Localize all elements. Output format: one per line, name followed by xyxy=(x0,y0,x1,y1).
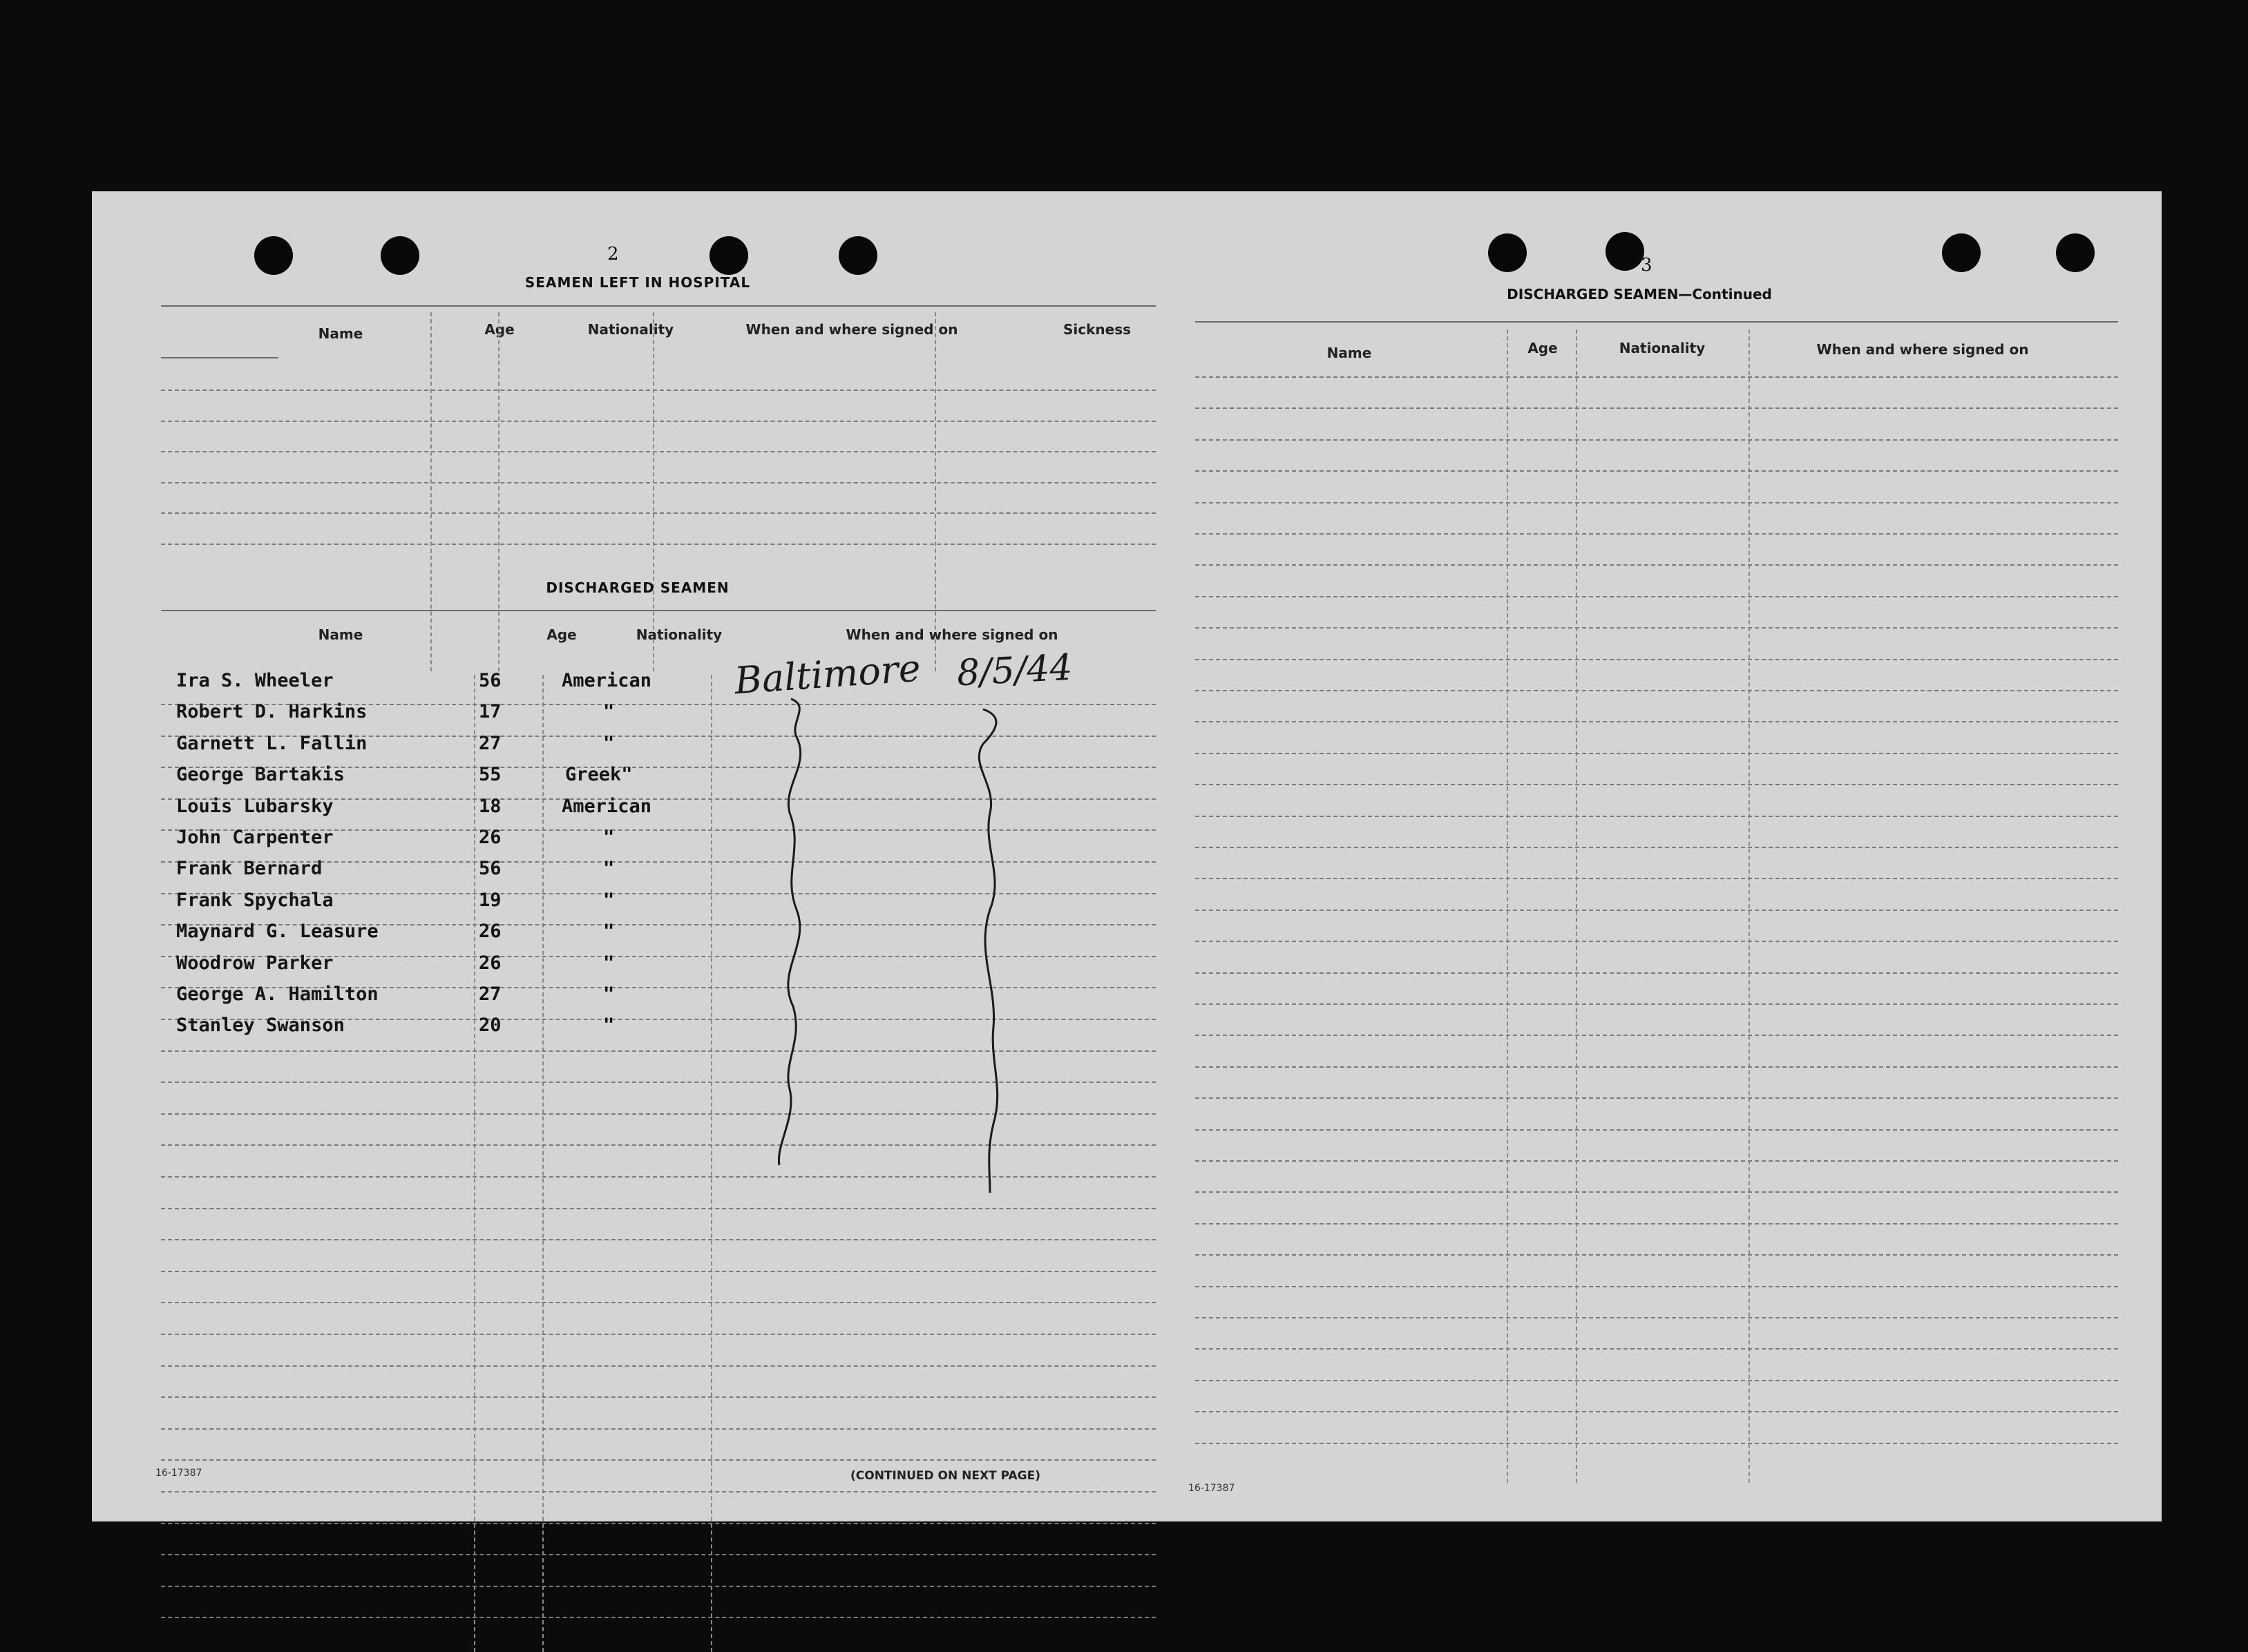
ruled-line xyxy=(1195,376,2118,378)
ruled-line xyxy=(1195,972,2118,974)
seaman-age: 26 xyxy=(479,952,502,974)
column-header-name: Name xyxy=(318,325,363,342)
ruled-line xyxy=(1195,659,2118,660)
ruled-line xyxy=(161,1523,1156,1524)
ruled-line xyxy=(1195,533,2118,535)
ruled-line xyxy=(1195,1035,2118,1036)
seaman-name: George Bartakis xyxy=(176,764,345,786)
ruled-line xyxy=(1195,1129,2118,1131)
ruled-line xyxy=(1195,1160,2118,1162)
ditto-squiggle-lines xyxy=(92,191,1197,1521)
ruled-line xyxy=(1195,1443,2118,1444)
punch-hole xyxy=(1942,233,1981,272)
seaman-age: 55 xyxy=(479,764,502,786)
seaman-name: Woodrow Parker xyxy=(176,952,334,974)
ruled-line xyxy=(1195,1254,2118,1256)
column-header-signed-on: When and where signed on xyxy=(1816,341,2029,358)
column-header-age: Age xyxy=(1527,340,1558,356)
punch-hole xyxy=(1488,233,1527,272)
discharged-section-title: DISCHARGED SEAMEN xyxy=(546,579,730,596)
ruled-line xyxy=(161,1554,1156,1555)
punch-hole xyxy=(2056,233,2095,272)
form-number: 16-17387 xyxy=(1188,1483,1235,1494)
seaman-name: Frank Bernard xyxy=(176,858,323,880)
document-sheet xyxy=(92,191,2162,1521)
seaman-nationality: " xyxy=(603,1015,615,1037)
seaman-name: Frank Spychala xyxy=(176,889,334,911)
ruled-line xyxy=(1195,1317,2118,1318)
seaman-nationality: " xyxy=(603,732,615,754)
column-header-name: Name xyxy=(1326,345,1372,361)
ruled-line xyxy=(1195,1223,2118,1224)
continued-note: (CONTINUED ON NEXT PAGE) xyxy=(850,1469,1040,1483)
ruled-line xyxy=(1195,847,2118,848)
seaman-nationality: " xyxy=(603,858,615,880)
ruled-line xyxy=(1195,564,2118,566)
ruled-line xyxy=(1195,596,2118,597)
handwritten-date: 8/5/44 xyxy=(955,646,1074,695)
seaman-name: Maynard G. Leasure xyxy=(176,921,379,943)
page-number: 3 xyxy=(1641,255,1652,276)
seaman-age: 27 xyxy=(479,983,502,1005)
ruled-line xyxy=(1195,816,2118,817)
continued-section-title: DISCHARGED SEAMEN—Continued xyxy=(1507,286,1772,302)
seaman-name: Louis Lubarsky xyxy=(176,795,334,817)
ruled-line xyxy=(1195,753,2118,754)
column-header-signed-on: When and where signed on xyxy=(846,626,1058,643)
ruled-line xyxy=(1195,502,2118,503)
column-header-age: Age xyxy=(484,321,515,338)
seaman-nationality: " xyxy=(603,827,615,848)
seaman-age: 17 xyxy=(479,701,502,723)
ruled-line xyxy=(1195,1066,2118,1068)
seaman-nationality: American xyxy=(562,670,652,691)
ruled-line xyxy=(1195,1003,2118,1005)
ruled-line xyxy=(1195,941,2118,942)
column-header-nationality: Nationality xyxy=(1619,340,1706,356)
ruled-line xyxy=(1195,1097,2118,1099)
column-header-signed-on: When and where signed on xyxy=(745,321,958,338)
ruled-line xyxy=(1195,1380,2118,1381)
ruled-line xyxy=(1195,627,2118,628)
seaman-name: George A. Hamilton xyxy=(176,983,379,1005)
seaman-nationality: American xyxy=(562,795,652,817)
seaman-name: Garnett L. Fallin xyxy=(176,732,368,754)
hospital-section-title: SEAMEN LEFT IN HOSPITAL xyxy=(524,274,751,291)
seaman-age: 19 xyxy=(479,889,502,911)
ruled-line xyxy=(1195,721,2118,722)
ruled-line xyxy=(161,1617,1156,1618)
ruled-line xyxy=(1195,1411,2118,1412)
ruled-line xyxy=(1195,910,2118,911)
seaman-nationality: " xyxy=(603,983,615,1005)
page-number: 2 xyxy=(607,244,619,265)
seaman-nationality: " xyxy=(603,701,615,723)
ruled-line xyxy=(1195,439,2118,441)
ruled-line xyxy=(1195,690,2118,691)
seaman-age: 26 xyxy=(479,921,502,943)
seaman-nationality: Greek" xyxy=(565,764,633,786)
ruled-line xyxy=(1195,784,2118,785)
seaman-name: Stanley Swanson xyxy=(176,1015,345,1037)
ruled-line xyxy=(1195,407,2118,409)
ruled-line xyxy=(1195,878,2118,879)
ruled-line xyxy=(1195,470,2118,472)
ruled-line xyxy=(1195,1191,2118,1193)
ruled-line xyxy=(1195,1286,2118,1287)
seaman-nationality: " xyxy=(603,921,615,943)
column-header-nationality: Nationality xyxy=(587,321,674,338)
ditto-squiggle xyxy=(979,709,997,1193)
seaman-age: 27 xyxy=(479,732,502,754)
seaman-name: Ira S. Wheeler xyxy=(176,670,334,691)
ruled-line xyxy=(161,1586,1156,1587)
seaman-age: 56 xyxy=(479,670,502,691)
handwritten-place: Baltimore xyxy=(733,646,922,703)
column-header-sickness: Sickness xyxy=(1063,321,1132,338)
column-header-name: Name xyxy=(318,626,363,643)
seaman-name: John Carpenter xyxy=(176,827,334,848)
punch-hole xyxy=(1606,232,1644,271)
ditto-squiggle xyxy=(779,699,800,1165)
form-number: 16-17387 xyxy=(155,1468,202,1479)
seaman-age: 56 xyxy=(479,858,502,880)
seaman-age: 20 xyxy=(479,1015,502,1037)
seaman-age: 26 xyxy=(479,827,502,848)
seaman-nationality: " xyxy=(603,952,615,974)
seaman-age: 18 xyxy=(479,795,502,817)
seaman-nationality: " xyxy=(603,889,615,911)
column-header-age: Age xyxy=(546,626,577,643)
ruled-line xyxy=(1195,1348,2118,1350)
column-header-nationality: Nationality xyxy=(636,626,723,643)
seaman-name: Robert D. Harkins xyxy=(176,701,368,723)
